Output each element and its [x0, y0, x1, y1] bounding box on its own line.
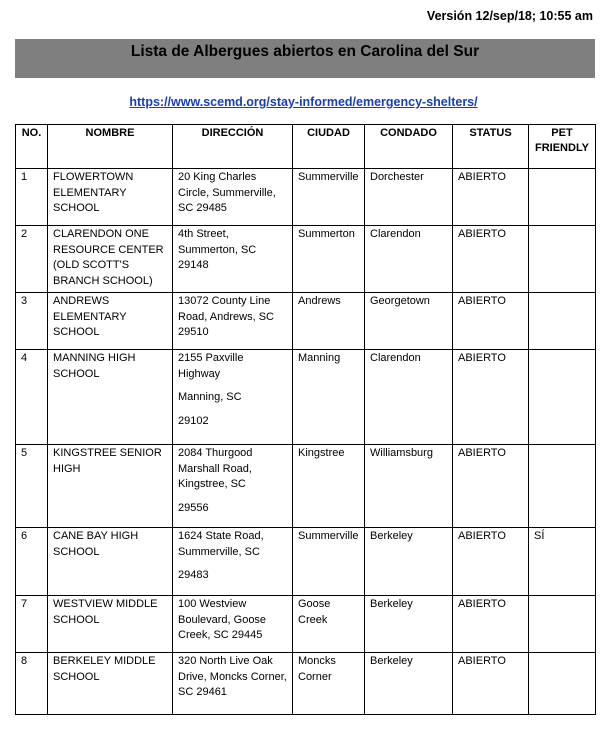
- address-line: 20 King Charles Circle, Summerville, SC 29485: [178, 171, 276, 214]
- cell-status: ABIERTO: [453, 350, 529, 445]
- table-row: [16, 350, 596, 445]
- cell-direccion: [173, 293, 293, 350]
- address-line: 29556: [178, 501, 209, 514]
- cell-status: ABIERTO: [453, 653, 529, 715]
- cell-ciudad: Andrews: [293, 293, 365, 350]
- cell-no: 8: [16, 653, 48, 715]
- cell-status: ABIERTO: [453, 226, 529, 293]
- col-header-ciudad: CIUDAD: [293, 125, 365, 169]
- table-row: [16, 445, 596, 528]
- cell-direccion: [173, 169, 293, 226]
- cell-nombre: MANNING HIGH SCHOOL: [48, 350, 173, 445]
- cell-pet-friendly: [529, 445, 596, 528]
- cell-condado: Berkeley: [365, 596, 453, 653]
- shelters-link[interactable]: https://www.scemd.org/stay-informed/emergency-shelters/: [129, 95, 478, 109]
- cell-no: 5: [16, 445, 48, 528]
- cell-pet-friendly: [529, 169, 596, 226]
- cell-pet-friendly: [529, 653, 596, 715]
- table-row: [16, 596, 596, 653]
- cell-pet-friendly: [529, 596, 596, 653]
- cell-status: ABIERTO: [453, 293, 529, 350]
- cell-ciudad: Moncks Corner: [293, 653, 365, 715]
- address-line: 4th Street, Summerton, SC 29148: [178, 228, 257, 271]
- address-line: 2155 Paxville Highway: [178, 352, 244, 380]
- address-line: Manning, SC: [178, 391, 242, 403]
- col-header-status: STATUS: [453, 125, 529, 169]
- cell-ciudad: Summerville: [293, 169, 365, 226]
- cell-nombre: BERKELEY MIDDLE SCHOOL: [48, 653, 173, 715]
- cell-status: ABIERTO: [453, 596, 529, 653]
- cell-direccion: [173, 226, 293, 293]
- page-title-bar: [15, 39, 595, 78]
- cell-nombre: KINGSTREE SENIOR HIGH: [48, 445, 173, 528]
- cell-no: 4: [16, 350, 48, 445]
- cell-no: 6: [16, 528, 48, 596]
- cell-nombre: WESTVIEW MIDDLE SCHOOL: [48, 596, 173, 653]
- table-header-row: [16, 125, 596, 169]
- col-header-no: NO.: [16, 125, 48, 169]
- cell-condado: Clarendon: [365, 350, 453, 445]
- cell-pet-friendly: [529, 226, 596, 293]
- cell-ciudad: Summerville: [293, 528, 365, 596]
- shelters-table: [15, 124, 596, 715]
- cell-condado: Berkeley: [365, 653, 453, 715]
- cell-status: ABIERTO: [453, 445, 529, 528]
- cell-direccion: [173, 528, 293, 596]
- address-line: 13072 County Line Road, Andrews, SC 29510: [178, 295, 274, 338]
- col-header-pet-friendly: PET FRIENDLY: [529, 125, 596, 169]
- cell-ciudad: Goose Creek: [293, 596, 365, 653]
- cell-condado: Williamsburg: [365, 445, 453, 528]
- table-row: [16, 226, 596, 293]
- cell-ciudad: Summerton: [293, 226, 365, 293]
- address-line: 29102: [178, 414, 209, 427]
- cell-status: ABIERTO: [453, 528, 529, 596]
- table-row: [16, 528, 596, 596]
- table-row: [16, 653, 596, 715]
- cell-no: 1: [16, 169, 48, 226]
- cell-no: 7: [16, 596, 48, 653]
- cell-ciudad: Kingstree: [293, 445, 365, 528]
- cell-condado: Berkeley: [365, 528, 453, 596]
- address-line: 2084 Thurgood Marshall Road, Kingstree, SC: [178, 447, 253, 490]
- cell-nombre: CLARENDON ONE RESOURCE CENTER (OLD SCOTT'S BRANCH SCHOOL): [48, 226, 173, 293]
- address-line: 320 North Live Oak Drive, Moncks Corner, SC 29461: [178, 655, 287, 698]
- version-stamp: Versión 12/sep/18; 10:55 am: [426, 9, 593, 23]
- col-header-nombre: NOMBRE: [48, 125, 173, 169]
- cell-direccion: [173, 596, 293, 653]
- address-line: 1624 State Road, Summerville, SC: [178, 530, 264, 558]
- cell-direccion: [173, 445, 293, 528]
- cell-condado: Georgetown: [365, 293, 453, 350]
- table-row: [16, 293, 596, 350]
- cell-direccion: [173, 653, 293, 715]
- cell-pet-friendly: [529, 293, 596, 350]
- cell-condado: Clarendon: [365, 226, 453, 293]
- cell-status: ABIERTO: [453, 169, 529, 226]
- cell-no: 3: [16, 293, 48, 350]
- address-line: 100 Westview Boulevard, Goose Creek, SC 29445: [178, 598, 267, 641]
- cell-no: 2: [16, 226, 48, 293]
- col-header-direccion: DIRECCIÓN: [173, 125, 293, 169]
- cell-nombre: CANE BAY HIGH SCHOOL: [48, 528, 173, 596]
- cell-nombre: FLOWERTOWN ELEMENTARY SCHOOL: [48, 169, 173, 226]
- cell-pet-friendly: SÍ: [529, 528, 596, 596]
- cell-pet-friendly: [529, 350, 596, 445]
- col-header-condado: CONDADO: [365, 125, 453, 169]
- address-line: 29483: [178, 569, 209, 581]
- cell-nombre: ANDREWS ELEMENTARY SCHOOL: [48, 293, 173, 350]
- table-row: [16, 169, 596, 226]
- cell-direccion: [173, 350, 293, 445]
- cell-ciudad: Manning: [293, 350, 365, 445]
- page-title: Lista de Albergues abiertos en Carolina del Sur: [130, 43, 480, 60]
- cell-condado: Dorchester: [365, 169, 453, 226]
